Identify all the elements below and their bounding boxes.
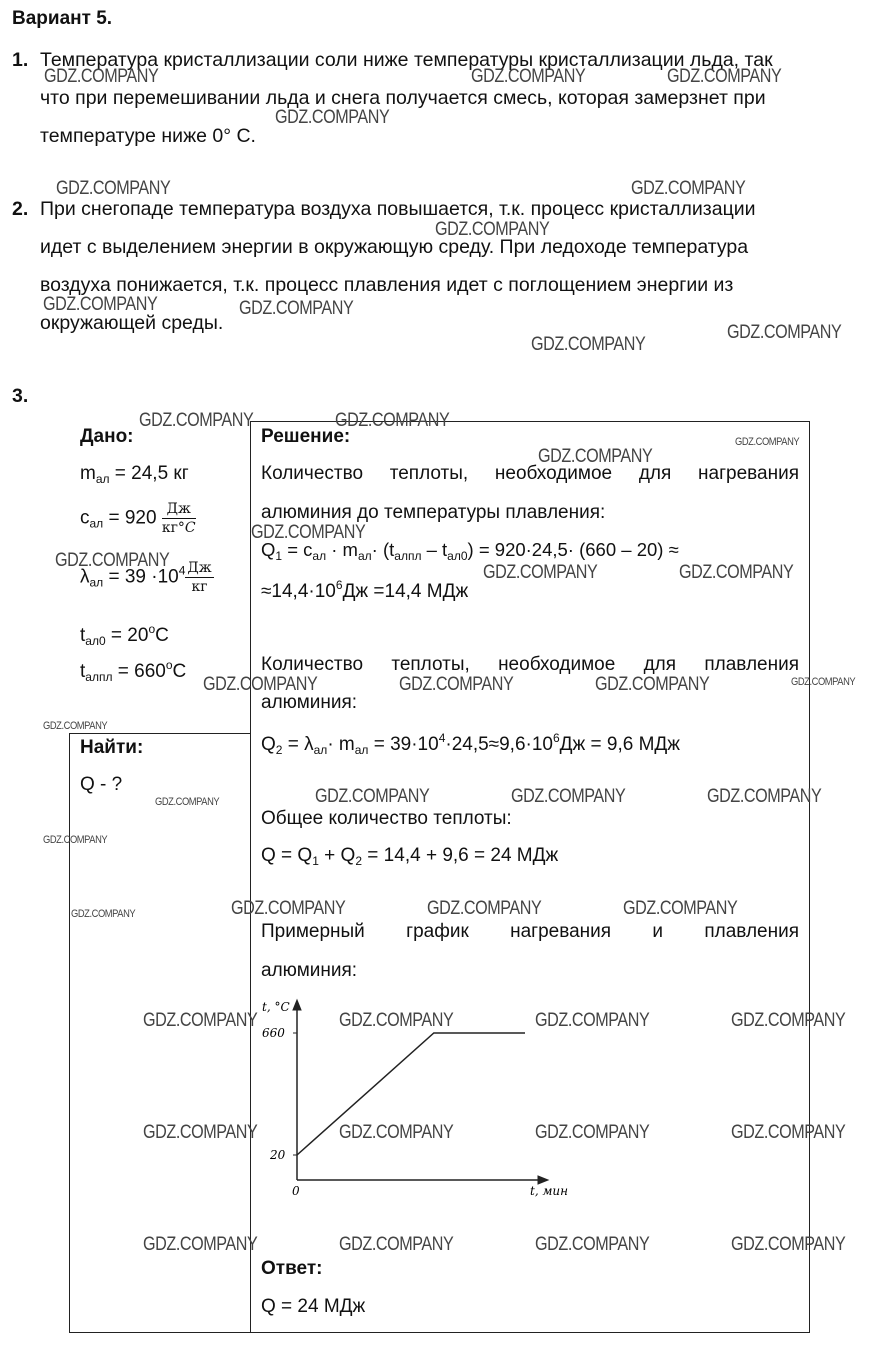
watermark: GDZ.COMPANY bbox=[139, 410, 254, 431]
table-border-right bbox=[809, 421, 810, 1332]
watermark: GDZ.COMPANY bbox=[315, 786, 430, 807]
problem-2-number: 2. bbox=[12, 198, 29, 220]
y-tick-label: 660 bbox=[262, 1026, 285, 1040]
watermark: GDZ.COMPANY bbox=[538, 446, 653, 467]
watermark: GDZ.COMPANY bbox=[251, 522, 366, 543]
watermark: GDZ.COMPANY bbox=[483, 562, 598, 583]
solution-text: алюминия до температуры плавления: bbox=[261, 502, 606, 523]
solution-text: алюминия: bbox=[261, 960, 358, 981]
watermark: GDZ.COMPANY bbox=[595, 674, 710, 695]
watermark: GDZ.COMPANY bbox=[511, 786, 626, 807]
watermark: GDZ.COMPANY bbox=[143, 1234, 258, 1255]
watermark: GDZ.COMPANY bbox=[535, 1234, 650, 1255]
x-axis-label: t, мин bbox=[530, 1184, 569, 1198]
table-border-bottom bbox=[69, 1332, 810, 1333]
answer-value: Q = 24 МДж bbox=[261, 1296, 366, 1317]
given-title: Дано: bbox=[80, 426, 134, 447]
watermark: GDZ.COMPANY bbox=[43, 834, 108, 846]
watermark: GDZ.COMPANY bbox=[707, 786, 822, 807]
solution-text: алюминия: bbox=[261, 692, 358, 713]
problem-3-number: 3. bbox=[12, 385, 29, 407]
watermark: GDZ.COMPANY bbox=[143, 1122, 258, 1143]
formula-q1: $Q_1 = c_{ал} \cdot m_{ал}\cdot (t_{алпл} - t_{ал0}) = 920\cdot 24,5\cdot (660 - 20)$ ≈ bbox=[261, 539, 679, 563]
answer-title: Ответ: bbox=[261, 1258, 323, 1279]
watermark: GDZ.COMPANY bbox=[43, 720, 108, 732]
x-tick-label: 0 bbox=[292, 1184, 300, 1198]
watermark: GDZ.COMPANY bbox=[44, 66, 159, 87]
watermark: GDZ.COMPANY bbox=[55, 550, 170, 571]
find-value: Q - ? bbox=[80, 774, 123, 795]
watermark: GDZ.COMPANY bbox=[71, 908, 136, 920]
watermark: GDZ.COMPANY bbox=[399, 674, 514, 695]
formula-q1-result: $\approx 14,4\cdot 10^6Дж =14,4$ МДж bbox=[261, 578, 469, 602]
y-tick-label: 20 bbox=[270, 1148, 286, 1162]
watermark: GDZ.COMPANY bbox=[531, 334, 646, 355]
variant-title: Вариант 5. bbox=[12, 8, 113, 29]
solution-text: Количество теплоты, необходимое для нагревания bbox=[261, 463, 799, 484]
watermark: GDZ.COMPANY bbox=[335, 410, 450, 431]
given-initial-temp: $t_{ал0} = 20^oC$ bbox=[80, 622, 169, 648]
given-find-separator bbox=[69, 733, 251, 734]
watermark: GDZ.COMPANY bbox=[731, 1010, 846, 1031]
watermark: GDZ.COMPANY bbox=[731, 1234, 846, 1255]
watermark: GDZ.COMPANY bbox=[679, 562, 794, 583]
watermark: GDZ.COMPANY bbox=[143, 1010, 258, 1031]
watermark: GDZ.COMPANY bbox=[43, 294, 158, 315]
problem-1-line: что при перемешивании льда и снега получается смесь, которая замерзнет при bbox=[40, 87, 766, 109]
given-specific-heat: $c_{ал} = 920$ $\frac{Дж}{кг^\circ C}$ bbox=[80, 501, 196, 536]
watermark: GDZ.COMPANY bbox=[727, 322, 842, 343]
watermark: GDZ.COMPANY bbox=[275, 107, 390, 128]
problem-2-line: идет с выделением энергии в окружающую среду. При ледоходе температура bbox=[40, 236, 749, 258]
watermark: GDZ.COMPANY bbox=[631, 178, 746, 199]
watermark: GDZ.COMPANY bbox=[427, 898, 542, 919]
problem-1-line: температуре ниже 0° С. bbox=[40, 125, 256, 147]
table-border-left bbox=[69, 733, 70, 1333]
solution-text: Примерный график нагревания и плавления bbox=[261, 921, 799, 942]
watermark: GDZ.COMPANY bbox=[155, 796, 220, 808]
solution-text: Общее количество теплоты: bbox=[261, 808, 512, 829]
given-mass: $m_{ал} = 24,5$ кг bbox=[80, 463, 189, 486]
formula-q2: $Q_2 = \lambda_{ал}\cdot m_{ал} = 39\cdot 10^4\cdot 24,5\approx 9,6\cdot 10^6Дж = 9,6$ МДж bbox=[261, 731, 680, 757]
given-latent-heat: $\lambda_{ал} = 39 \cdot 10^4$ $\frac{Дж}{кг}$ bbox=[80, 560, 212, 595]
solution-title: Решение: bbox=[261, 426, 351, 447]
watermark: GDZ.COMPANY bbox=[231, 898, 346, 919]
formula-q-total: $Q = Q_1 + Q_2 = 14,4 + 9,6 = 24$ МДж bbox=[261, 845, 559, 868]
watermark: GDZ.COMPANY bbox=[667, 66, 782, 87]
problem-1-line: Температура кристаллизации соли ниже температуры кристаллизации льда, так bbox=[40, 49, 773, 71]
find-title: Найти: bbox=[80, 737, 144, 758]
watermark: GDZ.COMPANY bbox=[435, 219, 550, 240]
watermark: GDZ.COMPANY bbox=[56, 178, 171, 199]
watermark: GDZ.COMPANY bbox=[339, 1010, 454, 1031]
problem-2-line: окружающей среды. bbox=[40, 312, 224, 334]
watermark: GDZ.COMPANY bbox=[731, 1122, 846, 1143]
table-border-top bbox=[250, 421, 810, 422]
watermark: GDZ.COMPANY bbox=[535, 1122, 650, 1143]
watermark: GDZ.COMPANY bbox=[339, 1122, 454, 1143]
problem-2-line: При снегопаде температура воздуха повышается, т.к. процесс кристаллизации bbox=[40, 198, 756, 220]
solution-text: Количество теплоты, необходимое для плавления bbox=[261, 654, 799, 675]
problem-1-number: 1. bbox=[12, 49, 29, 71]
watermark: GDZ.COMPANY bbox=[339, 1234, 454, 1255]
table-divider bbox=[250, 421, 251, 1333]
watermark: GDZ.COMPANY bbox=[239, 298, 354, 319]
problem-2-line: воздуха понижается, т.к. процесс плавления идет с поглощением энергии из bbox=[40, 274, 734, 296]
watermark: GDZ.COMPANY bbox=[623, 898, 738, 919]
watermark: GDZ.COMPANY bbox=[791, 676, 856, 688]
y-axis-label: t, °C bbox=[262, 1000, 290, 1014]
watermark: GDZ.COMPANY bbox=[471, 66, 586, 87]
given-melting-temp: $t_{алпл} = 660^oC$ bbox=[80, 658, 187, 684]
watermark: GDZ.COMPANY bbox=[203, 674, 318, 695]
watermark: GDZ.COMPANY bbox=[735, 436, 800, 448]
watermark: GDZ.COMPANY bbox=[535, 1010, 650, 1031]
